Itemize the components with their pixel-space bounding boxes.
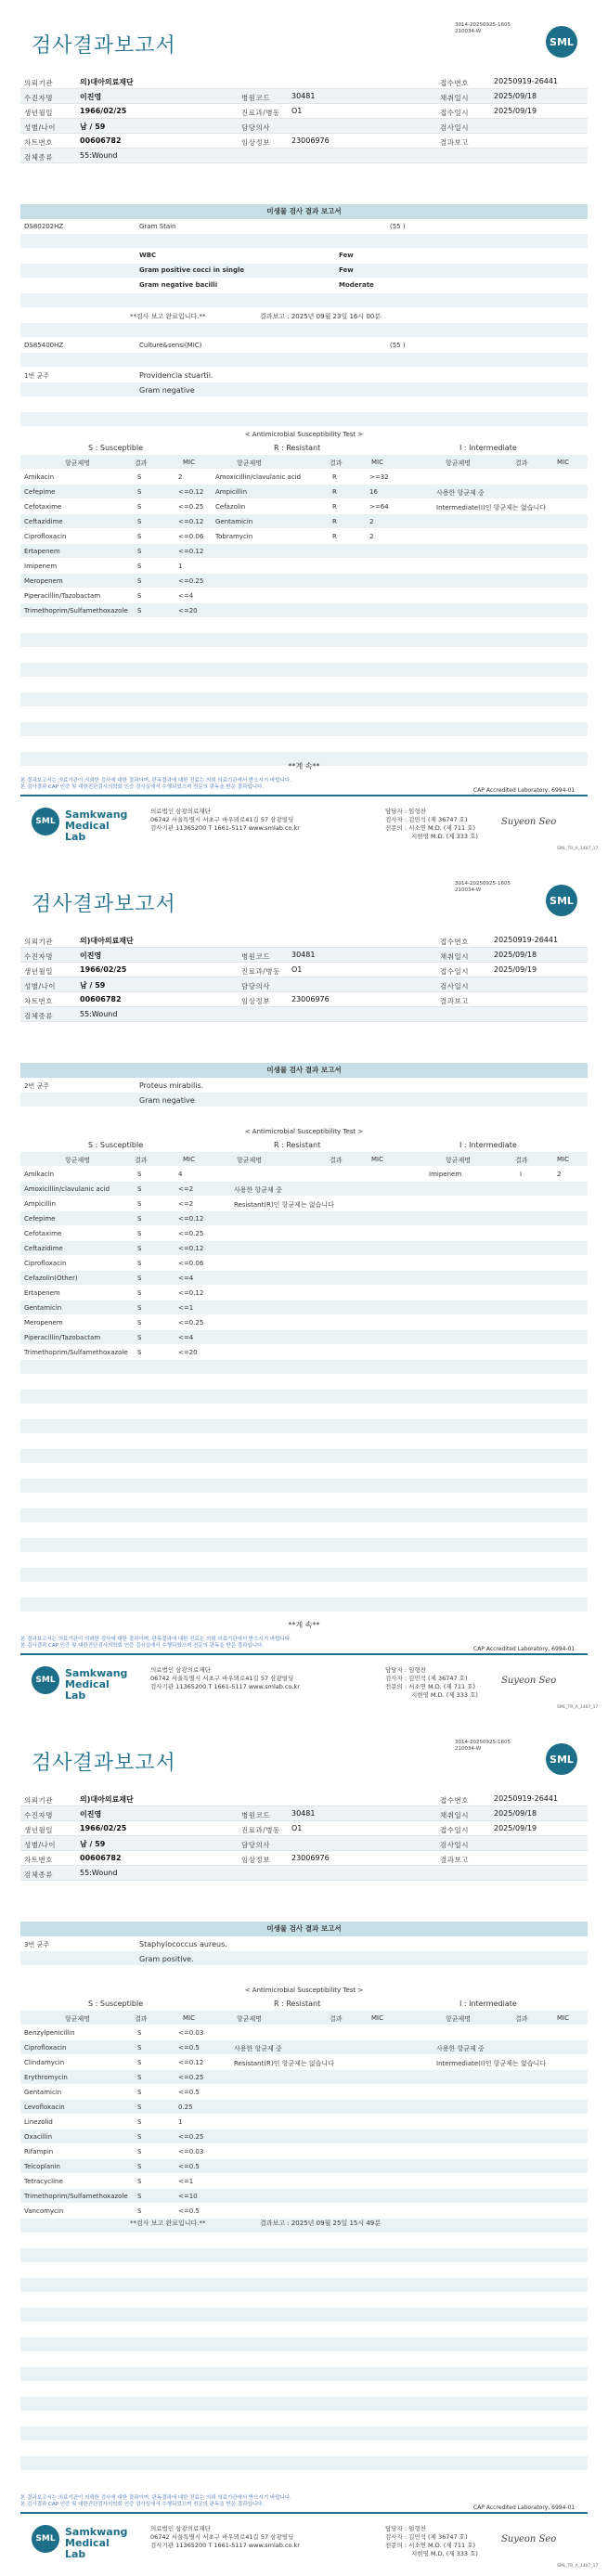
table-row [20,1583,588,1597]
ast-cell: Cefepime [24,1215,56,1223]
ast-cell: S [137,1275,142,1282]
table-row [20,2144,588,2158]
table-row [20,1286,588,1300]
table-row [20,1375,588,1389]
ast-note: 사용한 항균제 중 [234,1186,282,1194]
ast-cell: S [137,2178,142,2185]
ast-cell: Cefazolin(Other) [24,1275,78,1282]
ast-cell: <=4 [178,1275,194,1282]
ast-cell: <=20 [178,1349,198,1356]
ast-cell: 2 [557,1171,562,1178]
table-row [20,1568,588,1582]
table-row [20,663,588,677]
report-title: 검사결과보고서 [32,1752,176,1775]
ast-cell: Cefazolin [215,503,246,511]
disclaimer: 본 결과보고서는 의료기관이 의뢰한 검사에 대한 결과이며, 판독결과에 대한 진료는 의뢰 의료기관에서 받으시기 바랍니다. 본 검사결과 CAP 인증 및 대한진단검사의학회 인증 검사실에서 수행되었으며 전문의 판독을 받은 결과입니다. [20,778,291,790]
table-row [20,1464,588,1478]
table-row [20,559,588,573]
table-row [20,2174,588,2188]
table-row [20,485,588,498]
footer-logo: SML Samkwang Medical Lab [32,1663,115,1700]
ast-cell: Ciprofloxacin [24,533,67,540]
table-row [20,1553,588,1567]
ast-cell: Linezolid [24,2118,53,2126]
report-title: 검사결과보고서 [32,893,176,916]
table-row [20,2427,588,2440]
table-row [20,1494,588,1508]
ast-cell: I [520,1171,523,1178]
ast-cell: <=0.25 [178,1230,204,1237]
ast-cell: S [137,1185,142,1193]
table-row [20,678,588,692]
ast-cell: Ertapenem [24,1289,60,1297]
ast-cell: Tetracycline [24,2178,63,2185]
ast-cell: Rifampin [24,2148,54,2155]
ast-cell: Cefotaxime [24,1230,62,1237]
ast-cell: Ceftazidime [24,1245,63,1252]
table-row [20,618,588,632]
table-row [20,1241,588,1255]
table-row [20,2337,588,2351]
table-row [20,2367,588,2381]
table-row [20,2100,588,2114]
table-row [20,2471,588,2485]
table-row [20,1508,588,1522]
table-row [20,544,588,558]
ast-cell: S [137,2104,142,2111]
ast-cell: <=0.12 [178,1215,204,1223]
ast-cell: <=0.5 [178,2089,200,2096]
ast-cell: Trimethoprim/Sulfamethoxazole [24,1349,128,1356]
ast-cell: <=0.25 [178,2074,204,2081]
section-title: 미생물 검사 결과 보고서 [20,1063,588,1078]
ast-cell: <=0.03 [178,2148,204,2155]
ast-cell: S [137,1200,142,1208]
table-row [20,737,588,751]
table-row [20,648,588,662]
ast-cell: <=0.5 [178,2163,200,2170]
table-row [20,2070,588,2084]
ast-cell: Levofloxacin [24,2104,65,2111]
table-row [20,589,588,602]
ast-cell: Meropenem [24,1319,63,1327]
table-row [20,574,588,588]
ast-cell: Erythromycin [24,2074,68,2081]
ast-cell: S [137,1260,142,1267]
ast-cell: S [137,2059,142,2066]
table-row [20,1167,588,1181]
table-row [20,1211,588,1225]
table-row [20,1523,588,1537]
ast-cell: R [332,533,337,540]
ast-cell: Amikacin [24,1171,55,1178]
ast-cell: <=0.12 [178,1245,204,1252]
table-row [20,2233,588,2247]
ast-cell: S [137,1319,142,1327]
patient-info: 의뢰기관 의)대아의료재단 접수번호 20250919-26441 수진자명 이진영 병원코드 30481 채취일시 2025/09/18 생년월일 1966/02/25 진료과/병동 O1 접수일시 2025/09/19 성별/나이 남 / 59 담당의사 검사일시 차트번호 00606782 임상정보 23006976 결과보고 검체종류 55:Wound [20,933,588,1026]
table-row [20,2456,588,2470]
ast-cell: S [137,473,142,481]
ast-cell: <=10 [178,2193,198,2200]
ast-cell: 2 [369,518,374,525]
table-row [20,2412,588,2426]
ast-cell: <=0.25 [178,577,204,585]
sml-logo: SML [546,885,577,916]
ast-cell: <=0.12 [178,548,204,555]
ast-cell: <=0.12 [178,2059,204,2066]
ast-cell: Tobramycin [215,533,253,540]
ast-cell: Amoxicillin/clavulanic acid [215,473,302,481]
ast-cell: S [137,2118,142,2126]
ast-cell: Oxacillin [24,2133,53,2141]
ast-cell: S [137,2133,142,2141]
table-row [20,1315,588,1329]
table-row [20,529,588,543]
table-row [20,1330,588,1344]
table-row [20,2263,588,2277]
ast-cell: S [137,1171,142,1178]
ast-note: Intermediate(I)인 항균제는 없습니다 [436,2060,546,2067]
patient-info: 의뢰기관 의)대아의료재단 접수번호 20250919-26441 수진자명 이진영 병원코드 30481 채취일시 2025/09/18 생년월일 1966/02/25 진료과/병동 O1 접수일시 2025/09/19 성별/나이 남 / 59 담당의사 검사일시 차트번호 00606782 임상정보 23006976 결과보고 검체종류 55:Wound [20,1792,588,1884]
table-row [20,514,588,528]
footer-logo: SML Samkwang Medical Lab [32,804,115,841]
report-page-1: 검사결과보고서 3014-20250925-1605 210034-W SML 의뢰기관 의)대아의료재단 접수번호 20250919-26441 수진자명 이진영 병원코드 30481 채취일시 2025/09/18 생년월일 1966/02/25 진료과/병동 O1 접수일시 2025/09/19 성별/나이 남 / 59 담당의사 검사일시 차트번호 00606782 임상정보 23006976 결과보고 검체종류 55:Wound 미생물 검사 결과 보고서 DS80202HZ Gram Stain (55 ) WBC Few Gram positive cocci in single Few Gram negative bacilli Moderate **검사 보고 완료입니다.** 결과보고 : 2025년 09월 23일 16시 00분 DS85400HZ Culture&sensi(MIC) (55 ) 1번 균주 Providencia stuartii. Gram negative < Antimicrobial Susceptibility Test > S : Susceptible R : Resistant I : Intermediate 항균제명 결과 MIC 항균제명 결과 MIC 항균제명 결과 MIC Amikacin S 2 Cefepime S <=0.12 Cefotaxime S <=0.25 Ceftazidime S <=0.12 Ciprofloxacin S <=0.06 Ertapenem S <=0.12 Imipenem S 1 Meropenem S <=0.25 Piperacillin/Tazobactam S <=4 Trimethoprim/Sulfamethoxazole S <=20 Amoxicillin/clavulanic acid R >=32 Ampicillin R 16 Cefazolin R >=64 Gentamicin R 2 Tobramycin R 2 사용한 항균제 중 Intermediate(I)인 항균제는 없습니다 **계 속** 본 결과보고서는 의료기관이 의뢰한 검사에 대한 결과이며, 판독결과에 대한 진료는 의뢰 의료기관에서 받으시기 바랍니다. 본 검사결과 CAP 인증 및 대한진단검사의학회 인증 검사실에서 수행되었으며 전문의 판독을 받은 결과입니다. CAP Accredited Laboratory, 6994-01 SML Samkwang Medical Lab 의료법인 삼광의료재단 06742 서울특별시 서초구 바우뫼로41길 57 삼광빌딩 검사기관 11365200 T 1661-5117 www.smlab.co.kr 담당자 : 임형찬 검사자 : 김민석 (제 36747 호) 전문의 : 서소연 M.D. (제 711 호) 지현영 M.D. (제 333 호) Suyeon Seo SML_TR_A_1407_17 [20,22,599,851]
signature: Suyeon Seo [501,2534,557,2544]
table-row [20,2204,588,2218]
table-row [20,707,588,721]
section-title: 미생물 검사 결과 보고서 [20,204,588,219]
doc-id: 3014-20250925-1605 210034-W [455,881,511,893]
table-row [20,1479,588,1493]
ast-cell: <=0.06 [178,533,204,540]
ast-cell: <=0.06 [178,1260,204,1267]
ast-cell: <=0.25 [178,503,204,511]
table-row [20,2159,588,2173]
ast-cell: 4 [178,1171,183,1178]
table-row [20,1538,588,1552]
ast-cell: S [137,503,142,511]
ast-note: 사용한 항균제 중 [234,2045,282,2052]
report-page-2: 검사결과보고서 3014-20250925-1605 210034-W SML 의뢰기관 의)대아의료재단 접수번호 20250919-26441 수진자명 이진영 병원코드 30481 채취일시 2025/09/18 생년월일 1966/02/25 진료과/병동 O1 접수일시 2025/09/19 성별/나이 남 / 59 담당의사 검사일시 차트번호 00606782 임상정보 23006976 결과보고 검체종류 55:Wound 미생물 검사 결과 보고서 2번 균주 Proteus mirabilis. Gram negative < Antimicrobial Susceptibility Test > S : Susceptible R : Resistant I : Intermediate 항균제명 결과 MIC 항균제명 결과 MIC 항균제명 결과 MIC Amikacin S 4 Amoxicillin/clavulanic acid S <=2 Ampicillin S <=2 Cefepime S <=0.12 Cefotaxime S <=0.25 Ceftazidime S <=0.12 Ciprofloxacin S <=0.06 Cefazolin(Other) S <=4 Ertapenem S <=0.12 Gentamicin S <=1 Meropenem S <=0.25 Piperacillin/Tazobactam S <=4 Trimethoprim/Sulfamethoxazole S <=20 Imipenem I 2 사용한 항균제 중 Resistant(R)인 항균제는 없습니다 **계 속** 본 결과보고서는 의료기관이 의뢰한 검사에 대한 결과이며, 판독결과에 대한 진료는 의뢰 의료기관에서 받으시기 바랍니다. 본 검사결과 CAP 인증 및 대한진단검사의학회 인증 검사실에서 수행되었으며 전문의 판독을 받은 결과입니다. CAP Accredited Laboratory, 6994-01 SML Samkwang Medical Lab 의료법인 삼광의료재단 06742 서울특별시 서초구 바우뫼로41길 57 삼광빌딩 검사기관 11365200 T 1661-5117 www.smlab.co.kr 담당자 : 임형찬 검사자 : 김민석 (제 36747 호) 전문의 : 서소연 M.D. (제 711 호) 지현영 M.D. (제 333 호) Suyeon Seo SML_TR_A_1407_17 [20,881,599,1710]
ast-cell: R [332,503,337,511]
ast-note: 사용한 항균제 중 [436,489,485,497]
ast-cell: R [332,473,337,481]
table-row [20,2248,588,2262]
ast-cell: S [137,1289,142,1297]
doc-id: 3014-20250925-1605 210034-W [455,22,511,34]
ast-cell: S [137,1215,142,1223]
ast-cell: >=32 [369,473,389,481]
doc-id: 3014-20250925-1605 210034-W [455,1740,511,1752]
table-row [20,1390,588,1404]
ast-cell: Ertapenem [24,548,60,555]
ast-cell: <=0.03 [178,2029,204,2037]
ast-cell: <=0.12 [178,1289,204,1297]
table-row [20,1360,588,1374]
ast-cell: S [137,1334,142,1341]
disclaimer: 본 결과보고서는 의료기관이 의뢰한 검사에 대한 결과이며, 판독결과에 대한 진료는 의뢰 의료기관에서 받으시기 바랍니다. 본 검사결과 CAP 인증 및 대한진단검사의학회 인증 검사실에서 수행되었으며 전문의 판독을 받은 결과입니다. [20,1637,291,1649]
ast-cell: Trimethoprim/Sulfamethoxazole [24,2193,128,2200]
table-row [20,2278,588,2292]
signature: Suyeon Seo [501,817,557,827]
ast-cell: <=0.5 [178,2044,200,2052]
ast-cell: Ceftazidime [24,518,63,525]
ast-cell: 0.25 [178,2104,193,2111]
ast-cell: S [137,2163,142,2170]
table-row [20,1434,588,1448]
ast-cell: S [137,518,142,525]
ast-cell: S [137,577,142,585]
report-page-3: 검사결과보고서 3014-20250925-1605 210034-W SML 의뢰기관 의)대아의료재단 접수번호 20250919-26441 수진자명 이진영 병원코드 30481 채취일시 2025/09/18 생년월일 1966/02/25 진료과/병동 O1 접수일시 2025/09/19 성별/나이 남 / 59 담당의사 검사일시 차트번호 00606782 임상정보 23006976 결과보고 검체종류 55:Wound 미생물 검사 결과 보고서 3번 균주 Staphylococcus aureus. Gram positive. < Antimicrobial Susceptibility Test > S : Susceptible R : Resistant I : Intermediate 항균제명 결과 MIC 항균제명 결과 MIC 항균제명 결과 MIC Benzylpenicillin S <=0.03 Ciprofloxacin S <=0.5 Clindamycin S <=0.12 Erythromycin S <=0.25 Gentamicin S <=0.5 Levofloxacin S 0.25 Linezolid S 1 Oxacillin S <=0.25 Rifampin S <=0.03 Teicoplanin S <=0.5 Tetracycline S <=1 Trimethoprim/Sulfamethoxazole S <=10 Vancomycin S <=0.5 사용한 항균제 중 Resistant(R)인 항균제는 없습니다 사용한 항균제 중 Intermediate(I)인 항균제는 없습니다 **검사 보고 완료입니다.** 결과보고 : 2025년 09월 25일 15시 49분 본 결과보고서는 의료기관이 의뢰한 검사에 대한 결과이며, 판독결과에 대한 진료는 의뢰 의료기관에서 받으시기 바랍니다. 본 검사결과 CAP 인증 및 대한진단검사의학회 인증 검사실에서 수행되었으며 전문의 판독을 받은 결과입니다. CAP Accredited Laboratory, 6994-01 SML Samkwang Medical Lab 의료법인 삼광의료재단 06742 서울특별시 서초구 바우뫼로41길 57 삼광빌딩 검사기관 11365200 T 1661-5117 www.smlab.co.kr 담당자 : 임형찬 검사자 : 김민석 (제 36747 호) 전문의 : 서소연 M.D. (제 711 호) 지현영 M.D. (제 333 호) Suyeon Seo SML_TR_A_1407_17 [20,1740,599,2569]
ast-cell: 2 [369,533,374,540]
ast-cell: Ciprofloxacin [24,2044,67,2052]
ast-cell: S [137,1230,142,1237]
ast-note: Resistant(R)인 항균제는 없습니다 [234,1201,334,1209]
ast-cell: Cefotaxime [24,503,62,511]
ast-cell: Cefepime [24,488,56,496]
footer-logo: SML Samkwang Medical Lab [32,2521,115,2558]
ast-note: Intermediate(I)인 항균제는 없습니다 [436,504,546,511]
ast-cell: <=0.25 [178,1319,204,1327]
table-row [20,1271,588,1285]
table-row [20,722,588,736]
ast-cell: Vancomycin [24,2207,64,2215]
ast-cell: Amikacin [24,473,55,481]
signature: Suyeon Seo [501,1676,557,1686]
ast-cell: S [137,2193,142,2200]
disclaimer: 본 결과보고서는 의료기관이 의뢰한 검사에 대한 결과이며, 판독결과에 대한 진료는 의뢰 의료기관에서 받으시기 바랍니다. 본 검사결과 CAP 인증 및 대한진단검사의학회 인증 검사실에서 수행되었으며 전문의 판독을 받은 결과입니다. [20,2495,291,2507]
ast-cell: Benzylpenicillin [24,2029,75,2037]
ast-cell: Trimethoprim/Sulfamethoxazole [24,607,128,615]
ast-cell: Amoxicillin/clavulanic acid [24,1185,110,1193]
ast-cell: <=2 [178,1200,194,1208]
ast-cell: S [137,2207,142,2215]
ast-cell: S [137,2044,142,2052]
ast-cell: Imipenem [24,563,58,570]
table-row [20,2115,588,2129]
table-row [20,1449,588,1463]
ast-cell: Piperacillin/Tazobactam [24,1334,101,1341]
sml-logo: SML [546,26,577,58]
ast-cell: S [137,607,142,615]
ast-cell: Gentamicin [215,518,253,525]
table-row [20,2040,588,2054]
ast-cell: Clindamycin [24,2059,65,2066]
ast-cell: 16 [369,488,378,496]
ast-cell: S [137,2089,142,2096]
sml-logo: SML [546,1743,577,1775]
ast-cell: S [137,2148,142,2155]
table-row [20,2293,588,2307]
ast-cell: <=4 [178,592,194,600]
ast-cell: Gentamicin [24,2089,62,2096]
report-title: 검사결과보고서 [32,34,176,58]
ast-cell: Ampicillin [24,1200,57,1208]
ast-cell: Ampicillin [215,488,248,496]
ast-cell: S [137,1349,142,1356]
table-row [20,2308,588,2322]
table-row [20,2397,588,2411]
patient-info: 의뢰기관 의)대아의료재단 접수번호 20250919-26441 수진자명 이진영 병원코드 30481 채취일시 2025/09/18 생년월일 1966/02/25 진료과/병동 O1 접수일시 2025/09/19 성별/나이 남 / 59 담당의사 검사일시 차트번호 00606782 임상정보 23006976 결과보고 검체종류 55:Wound [20,74,588,195]
ast-cell: <=0.25 [178,2133,204,2141]
table-row [20,2085,588,2099]
ast-cell: 1 [178,2118,183,2126]
ast-cell: <=1 [178,1304,194,1312]
table-row [20,1256,588,1270]
table-row [20,1405,588,1418]
ast-cell: S [137,548,142,555]
ast-note: Resistant(R)인 항균제는 없습니다 [234,2060,334,2067]
table-row [20,1226,588,1240]
ast-cell: <=0.12 [178,488,204,496]
ast-cell: S [137,1245,142,1252]
ast-cell: <=2 [178,1185,194,1193]
ast-cell: >=64 [369,503,389,511]
ast-cell: S [137,592,142,600]
ast-cell: S [137,2074,142,2081]
ast-note: 사용한 항균제 중 [436,2045,485,2052]
ast-cell: R [332,488,337,496]
table-row [20,2441,588,2455]
table-row [20,2026,588,2039]
table-row [20,2382,588,2396]
table-row [20,1301,588,1314]
ast-cell: <=20 [178,607,198,615]
ast-cell: S [137,533,142,540]
table-row [20,693,588,706]
table-row [20,2352,588,2366]
ast-cell: Meropenem [24,577,63,585]
ast-cell: <=0.5 [178,2207,200,2215]
table-row [20,470,588,484]
ast-cell: S [137,488,142,496]
ast-cell: <=0.12 [178,518,204,525]
table-row [20,1419,588,1433]
ast-cell: <=4 [178,1334,194,1341]
section-title: 미생물 검사 결과 보고서 [20,1922,588,1936]
table-row [20,1598,588,1612]
table-row [20,2129,588,2143]
ast-cell: Imipenem [429,1171,462,1178]
ast-cell: 2 [178,473,183,481]
ast-cell: R [332,518,337,525]
ast-cell: Ciprofloxacin [24,1260,67,1267]
table-row [20,633,588,647]
ast-cell: Teicoplanin [24,2163,60,2170]
ast-cell: S [137,563,142,570]
ast-cell: 1 [178,563,183,570]
ast-cell: Piperacillin/Tazobactam [24,592,101,600]
ast-cell: S [137,2029,142,2037]
ast-cell: Gentamicin [24,1304,62,1312]
ast-cell: <=1 [178,2178,194,2185]
ast-cell: S [137,1304,142,1312]
table-row [20,2323,588,2337]
